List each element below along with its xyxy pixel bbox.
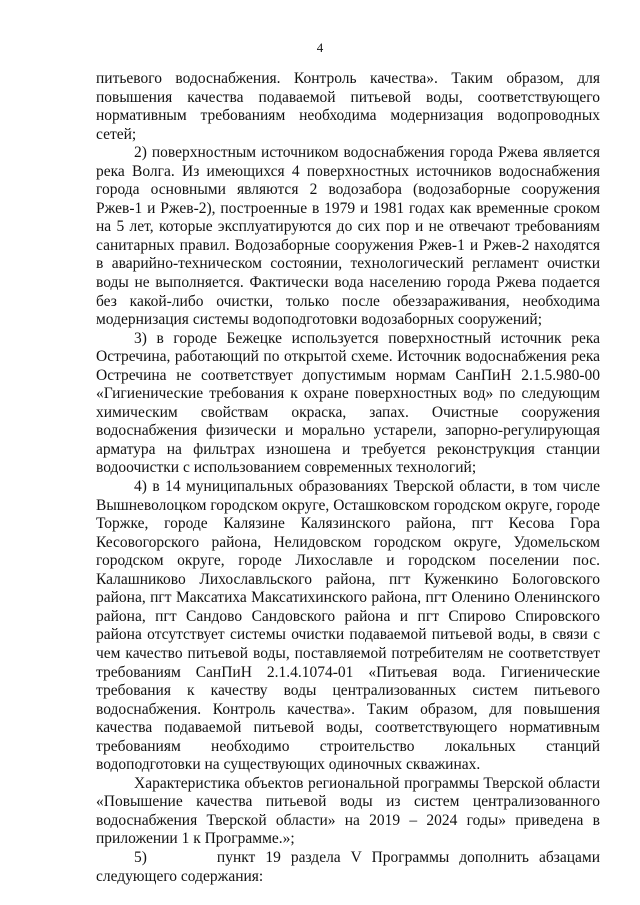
paragraph-characteristics: Характеристика объектов региональной программы Тверской области «Повышение качества питьевой воды из систем централизованного водоснабжения Тверской области» на 2019 – 2024 годы» приведена в приложении 1 к Программе.»; [96,774,600,848]
page-number: 4 [316,40,324,55]
paragraph-item-2: 2) поверхностным источником водоснабжения города Ржева является река Волга. Из имеющихся 4 поверхностных источников водоснабжения города основными являются 2 водозабора (водозаборные сооружения Ржев-1 и Ржев-2), построенные в 1979 и 1981 годах как временные сроком на 5 лет, которые эксплуатируются до сих пор и не отвечают требованиям санитарных правил. Водозаборные сооружения Ржев-1 и Ржев-2 находятся в аварийно-техническом состоянии, технологический регламент очистки воды не выполняется. Фактически вода населению города Ржева подается без какой-либо очистки, только после обеззараживания, необходима модернизация системы водоподготовки водозаборных сооружений; [96,144,600,329]
paragraph-item-4: 4) в 14 муниципальных образованиях Тверской области, в том числе Вышневолоцком городском округе, Осташковском городском округе, городе Торжке, городе Калязине Калязинского района, пгт Кесова Гора Кесовогорского района, Нелидовском городском округе, Удомельском городском округе, городе Лихославле и городском поселении пос. Калашниково Лихославльского района, пгт Куженкино Бологовского района, пгт Максатиха Максатихинского района, пгт Оленино Оленинского района, пгт Сандово Сандовского района и пгт Спирово Спировского района отсутствует системы очистки подаваемой питьевой воды, в связи с чем качество питьевой воды, поставляемой потребителям не соответствует требованиям СанПиН 2.1.4.1074-01 «Питьевая вода. Гигиенические требования к качеству воды централизованных систем питьевого водоснабжения. Контроль качества». Таким образом, для повышения качества подаваемой питьевой воды, соответствующего нормативным требованиям необходимо строительство локальных станций водоподготовки на существующих одиночных скважинах. [96,478,600,774]
paragraph-continuation: питьевого водоснабжения. Контроль качества». Таким образом, для повышения качества подаваемой питьевой воды, соответствующего нормативным требованиям необходима модернизация водопроводных сетей; [96,70,600,143]
paragraph-item-5: 5) пункт 19 раздела V Программы дополнить абзацами следующего содержания: [96,848,604,885]
document-body [96,70,604,886]
paragraph-item-3: 3) в городе Бежецке используется поверхностный источник река Остречина, работающий по открытой схеме. Источник водоснабжения река Остречина не соответствует допустимым нормам СанПиН 2.1.5.980-00 «Гигиенические требования к охране поверхностных вод» по следующим химическим свойствам окраска, запах. Очистные сооружения водоснабжения физически и морально устарели, запорно-регулирующая арматура на фильтрах изношена и требуется реконструкция станции водоочистки с использованием современных технологий; [96,329,600,477]
